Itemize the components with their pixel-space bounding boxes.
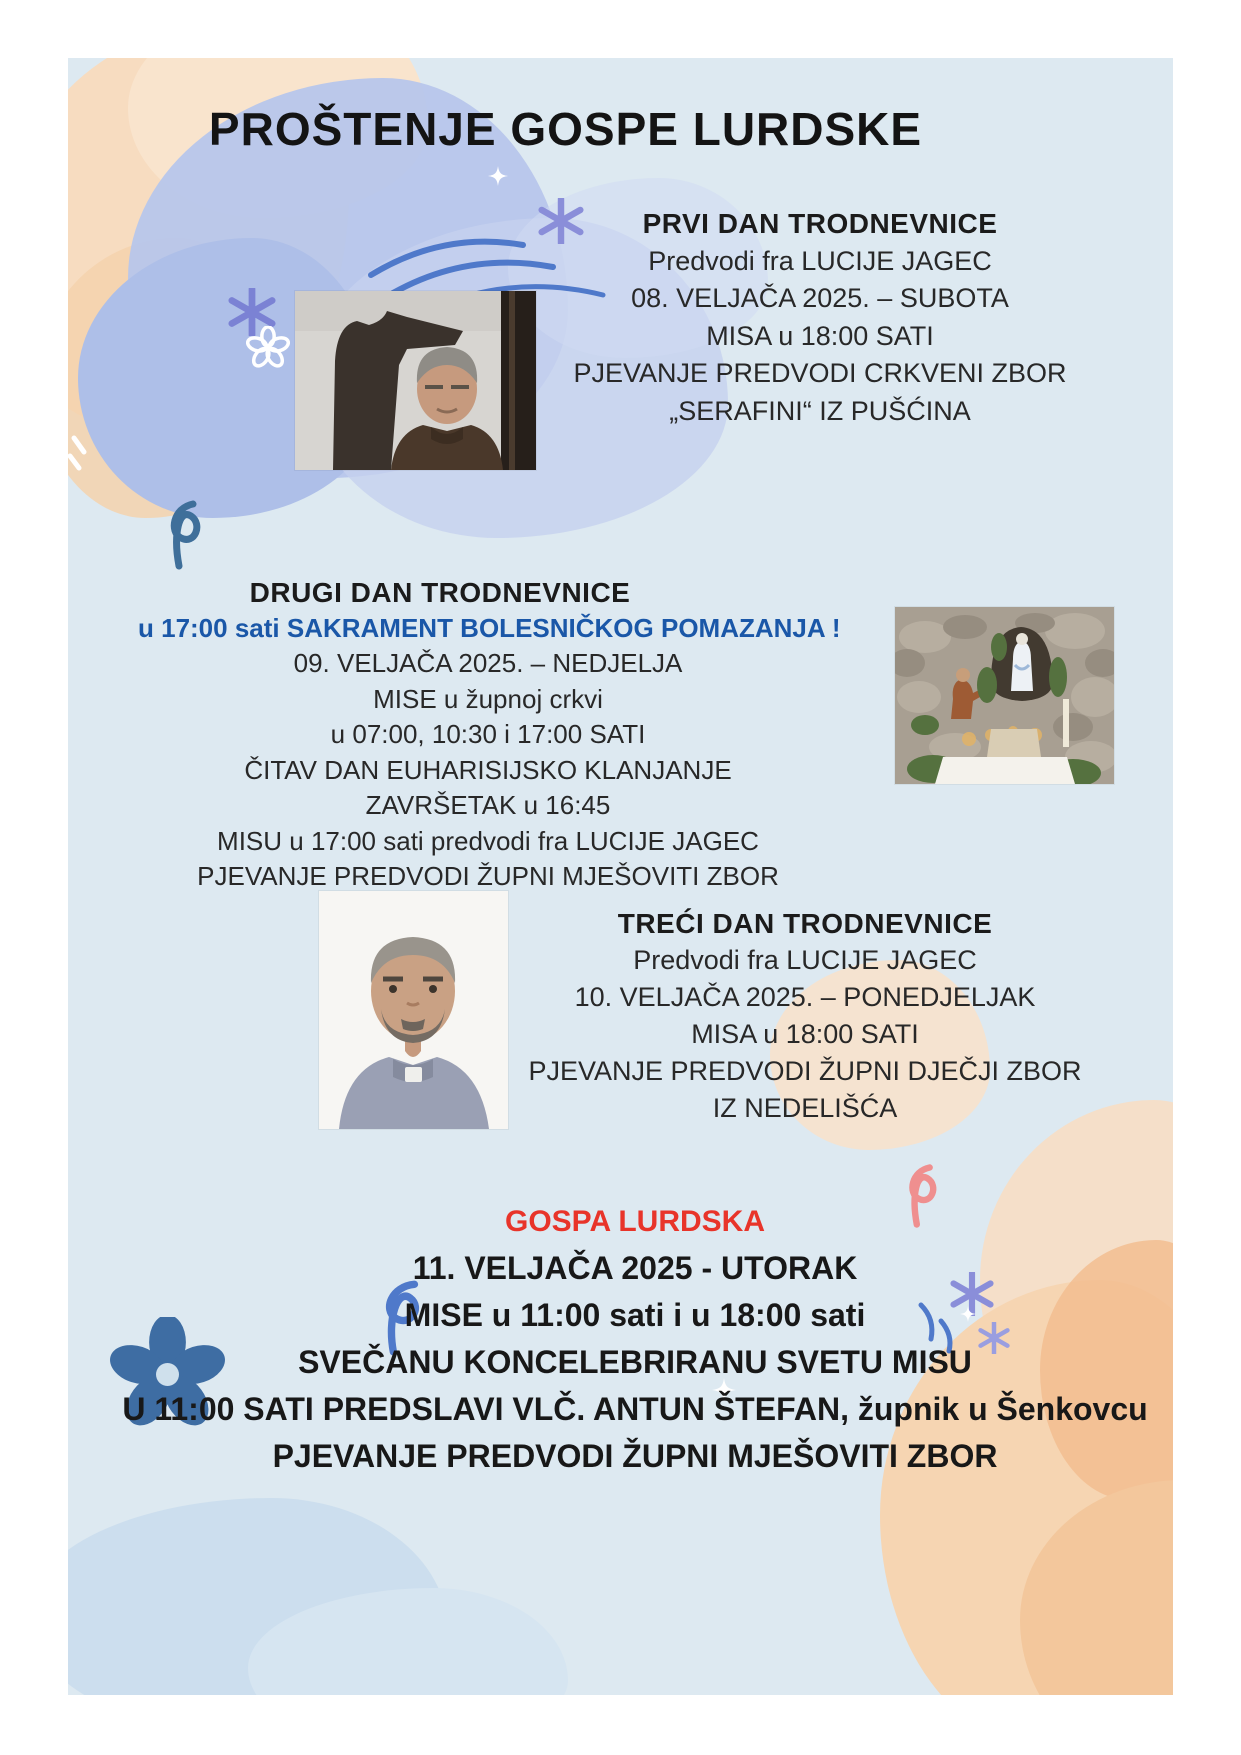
section-line: MISE u župnoj crkvi bbox=[373, 683, 603, 714]
section-line: u 07:00, 10:30 i 17:00 SATI bbox=[330, 719, 646, 749]
altar-cloth bbox=[935, 757, 1075, 784]
section-drugi-dan bbox=[138, 575, 841, 895]
section-line: PJEVANJE PREDVODI CRKVENI ZBOR bbox=[573, 358, 1067, 388]
section-line: MISU u 17:00 sati predvodi fra LUCIJE JAGEC bbox=[217, 825, 759, 856]
page-title: PROŠTENJE GOSPE LURDSKE bbox=[208, 103, 923, 155]
section-line: 10. VELJAČA 2025. – PONEDJELJAK bbox=[574, 982, 1036, 1012]
photo-grotto bbox=[895, 607, 1114, 784]
ribbon-doodle-icon bbox=[163, 498, 215, 572]
section-line: PJEVANJE PREDVODI ŽUPNI MJEŠOVITI ZBOR bbox=[197, 861, 779, 891]
section-line: 08. VELJAČA 2025. – SUBOTA bbox=[631, 283, 1009, 313]
section-heading: PRVI DAN TRODNEVNICE bbox=[642, 208, 998, 239]
section-prvi-dan bbox=[520, 205, 1120, 430]
section-line: ČITAV DAN EUHARISIJSKO KLANJANJE bbox=[244, 754, 732, 785]
section-line: MISA u 18:00 SATI bbox=[706, 320, 934, 351]
section-treci-dan bbox=[470, 905, 1140, 1127]
pen-strokes-icon bbox=[68, 434, 102, 474]
section-line: PJEVANJE PREDVODI ŽUPNI MJEŠOVITI ZBOR bbox=[272, 1438, 998, 1474]
section-line: MISE u 11:00 sati i u 18:00 sati bbox=[404, 1297, 866, 1333]
poster-card bbox=[68, 58, 1173, 1695]
section-line: 11. VELJAČA 2025 - UTORAK bbox=[412, 1250, 858, 1286]
section-line: PJEVANJE PREDVODI ŽUPNI DJEČJI ZBOR bbox=[528, 1056, 1082, 1086]
section-line: Predvodi fra LUCIJE JAGEC bbox=[633, 945, 977, 975]
section-line: MISA u 18:00 SATI bbox=[691, 1019, 919, 1049]
photo-friar bbox=[295, 291, 536, 470]
section-heading: TREĆI DAN TRODNEVNICE bbox=[617, 908, 993, 939]
section-line: U 11:00 SATI PREDSLAVI VLČ. ANTUN ŠTEFAN, župnik u Šenkovcu bbox=[122, 1391, 1148, 1427]
section-gospa-lurdska bbox=[80, 1198, 1173, 1480]
section-line: „SERAFINI“ IZ PUŠĆINA bbox=[669, 395, 971, 426]
section-heading: GOSPA LURDSKA bbox=[504, 1205, 765, 1238]
section-highlight: u 17:00 sati SAKRAMENT BOLESNIČKOG POMAZANJA ! bbox=[138, 612, 841, 643]
section-line: SVEČANU KONCELEBRIRANU SVETU MISU bbox=[298, 1344, 972, 1380]
sparkle-icon bbox=[488, 166, 508, 186]
flower-outline-icon bbox=[246, 326, 290, 370]
section-line: ZAVRŠETAK u 16:45 bbox=[365, 790, 611, 820]
section-line: 09. VELJAČA 2025. – NEDJELJA bbox=[293, 648, 683, 678]
section-line: Predvodi fra LUCIJE JAGEC bbox=[648, 245, 992, 276]
section-line: IZ NEDELIŠĆA bbox=[712, 1093, 898, 1123]
section-heading: DRUGI DAN TRODNEVNICE bbox=[249, 577, 631, 608]
